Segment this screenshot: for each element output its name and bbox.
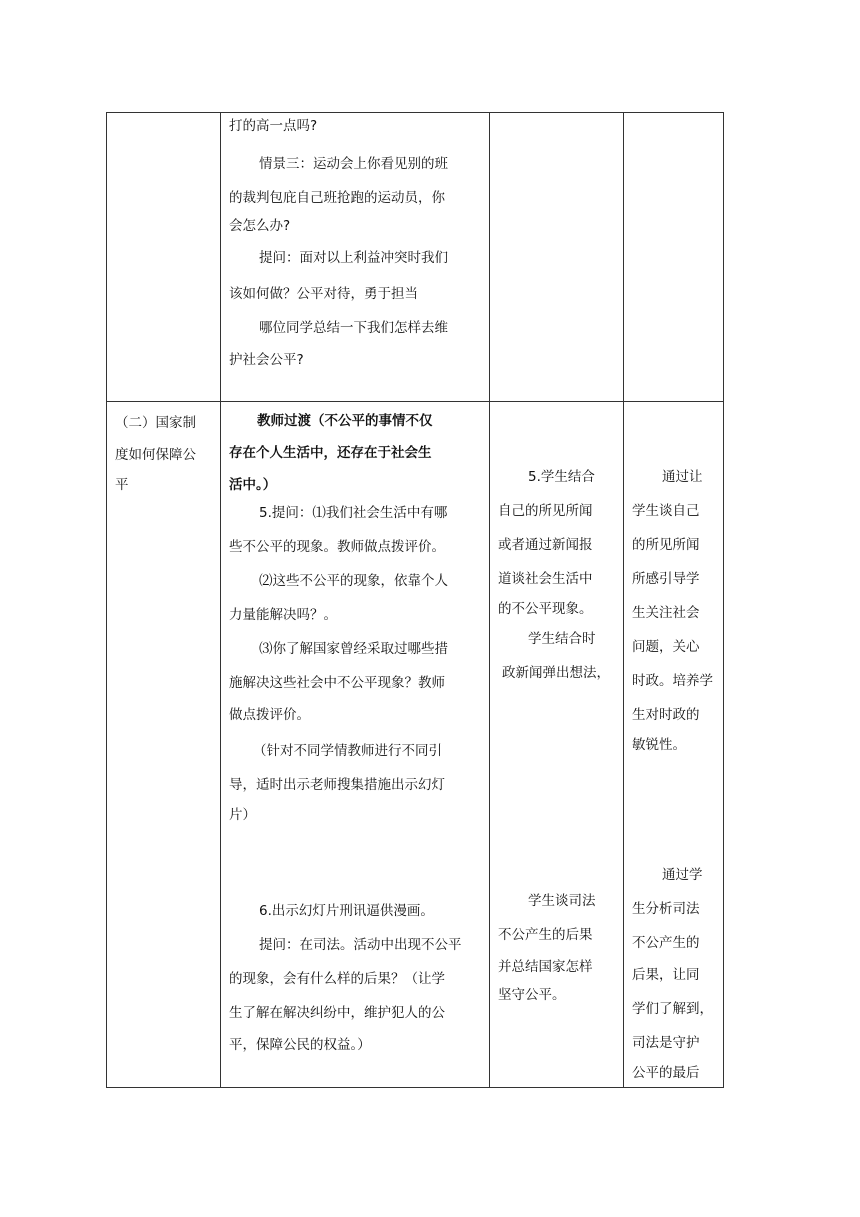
text-line: 学生结合时 [528,631,596,647]
text-line: 5.提问：⑴我们社会生活中有哪 [259,505,448,521]
text-line: 该如何做？公平对待，勇于担当 [229,286,418,302]
text-line: 的现象，会有什么样的后果？（让学 [229,971,445,987]
table-row [107,402,724,1088]
text-line: 会怎么办? [229,218,291,234]
text-line: 道谈社会生活中 [498,571,593,587]
text-line: 片） [229,807,256,823]
text-line: 司法是守护 [632,1035,700,1051]
text-line: 做点拨评价。 [229,707,310,723]
text-line: 情景三：运动会上你看见别的班 [259,156,448,172]
text-line: ⑶你了解国家曾经采取过哪些措 [259,641,448,657]
text-line: ⑵这些不公平的现象，依靠个人 [259,573,448,589]
text-line: 生关注社会 [632,605,700,621]
text-line: 通过学 [662,867,703,883]
text-line: （针对不同学情教师进行不同引 [253,743,442,759]
text-line: 平，保障公民的权益。） [229,1037,371,1053]
text-line: 不公产生的后果 [498,927,593,943]
text-line: 通过让 [662,469,703,485]
text-line: 并总结国家怎样 [498,959,593,975]
text-line: 哪位同学总结一下我们怎样去维 [259,320,448,336]
text-line: 敏锐性。 [632,737,686,753]
cell-r2-c4 [624,402,724,1088]
text-line: 提问：在司法。活动中出现不公平 [259,937,462,953]
text-line: 力量能解决吗？。 [229,607,337,623]
text-line: 学生谈自己 [632,503,700,519]
cell-r2-c1 [107,402,221,1088]
text-line: 6.出示幻灯片刑讯逼供漫画。 [259,903,434,919]
lesson-plan-table [106,112,724,1088]
cell-r2-c3 [490,402,624,1088]
text-line: 打的高一点吗? [229,118,318,134]
text-line: 学生谈司法 [528,893,596,909]
text-line: 学们了解到， [632,1001,713,1017]
table-row [107,113,724,402]
text-line: 所感引导学 [632,571,700,587]
text-line: 的裁判包庇自己班抢跑的运动员，你 [229,190,445,206]
cell-r1-c4 [624,113,724,402]
text-line: 护社会公平? [229,352,304,368]
text-line: 的所见所闻 [632,537,700,553]
cell-r1-c1 [107,113,221,402]
text-line: 时政。培养学 [632,673,713,689]
text-line: 自己的所见所闻 [498,503,593,519]
text-line: 或者通过新闻报 [498,537,593,553]
cell-r1-c2 [221,113,490,402]
cell-r1-c3 [490,113,624,402]
section-heading-line: 度如何保障公 [115,447,196,463]
text-line: 施解决这些社会中不公平现象？教师 [229,675,445,691]
bold-text-line: 教师过渡（不公平的事情不仅 [257,413,433,429]
text-line: 的不公平现象。 [498,601,593,617]
text-line: 5.学生结合 [528,469,595,485]
text-line: 生了解在解决纠纷中，维护犯人的公 [229,1005,445,1021]
bold-text-line: 存在个人生活中，还存在于社会生 [229,445,432,461]
bold-text-line: 活中。） [229,477,277,493]
section-heading-line: 平 [115,477,129,493]
text-line: 问题，关心 [632,639,700,655]
text-line: 公平的最后 [632,1065,700,1081]
text-line: 生分析司法 [632,901,700,917]
text-line: 导，适时出示老师搜集措施出示幻灯 [229,777,445,793]
text-line: 坚守公平。 [498,987,566,1003]
text-line: 生对时政的 [632,707,700,723]
text-line: 不公产生的 [632,935,700,951]
text-line: 提问：面对以上利益冲突时我们 [259,250,448,266]
section-heading-line: （二）国家制 [115,415,196,431]
text-line: 政新闻弹出想法， [502,665,610,681]
text-line: 后果，让同 [632,967,700,983]
cell-r2-c2 [221,402,490,1088]
text-line: 些不公平的现象。教师做点拨评价。 [229,539,445,555]
